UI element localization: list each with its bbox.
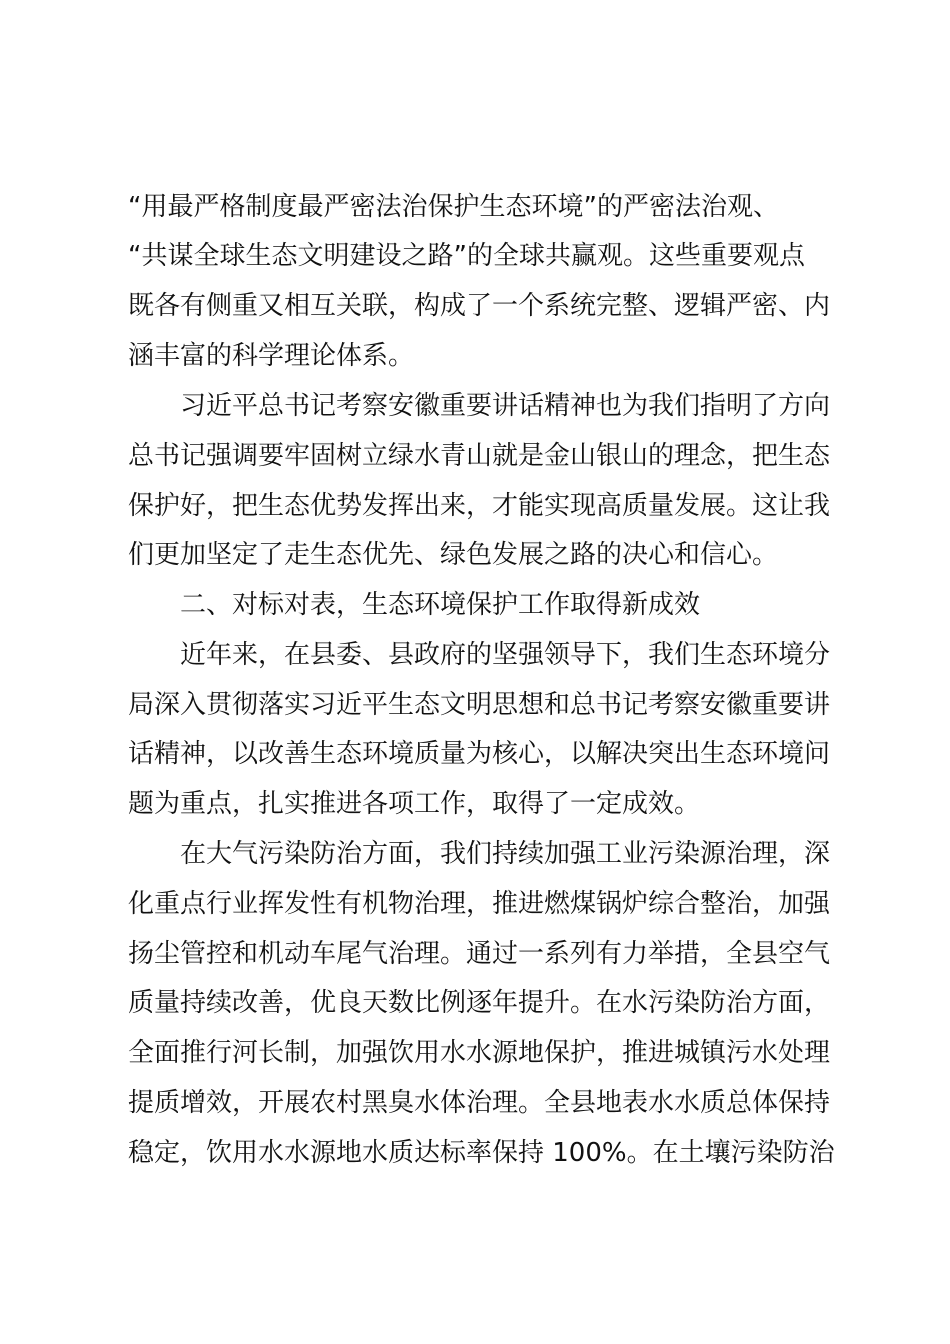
text-line: 们更加坚定了走生态优先、绿色发展之路的决心和信心。 [128, 540, 779, 570]
text-line: 保护好，把生态优势发挥出来，才能实现高质量发展。这让我 [128, 491, 831, 521]
text-line: “用最严格制度最严密法治保护生态环境”的严密法治观、 [128, 192, 779, 222]
section-heading: 二、对标对表，生态环境保护工作取得新成效 [180, 590, 701, 620]
text-line: 稳定，饮用水水源地水质达标率保持 100%。在土壤污染防治 [128, 1138, 835, 1168]
text-line: 总书记强调要牢固树立绿水青山就是金山银山的理念，把生态 [128, 441, 831, 471]
text-line: 质量持续改善，优良天数比例逐年提升。在水污染防治方面， [128, 988, 831, 1018]
text-line: 化重点行业挥发性有机物治理，推进燃煤锅炉综合整治，加强 [128, 889, 831, 919]
text-line: 局深入贯彻落实习近平生态文明思想和总书记考察安徽重要讲 [128, 690, 831, 720]
text-line: 涵丰富的科学理论体系。 [128, 341, 415, 371]
text-line: 提质增效，开展农村黑臭水体治理。全县地表水水质总体保持 [128, 1088, 831, 1118]
text-line: “共谋全球生态文明建设之路”的全球共赢观。这些重要观点 [128, 241, 805, 271]
text-line: 题为重点，扎实推进各项工作，取得了一定成效。 [128, 789, 701, 819]
text-line: 既各有侧重又相互关联，构成了一个系统完整、逻辑严密、内 [128, 291, 831, 321]
text-line: 全面推行河长制，加强饮用水水源地保护，推进城镇污水处理 [128, 1038, 831, 1068]
text-line: 习近平总书记考察安徽重要讲话精神也为我们指明了方向 [180, 391, 831, 421]
text-line: 扬尘管控和机动车尾气治理。通过一系列有力举措，全县空气 [128, 939, 831, 969]
text-line: 近年来，在县委、县政府的坚强领导下，我们生态环境分 [180, 640, 831, 670]
text-line: 话精神，以改善生态环境质量为核心，以解决突出生态环境问 [128, 739, 831, 769]
text-line: 在大气污染防治方面，我们持续加强工业污染源治理，深 [180, 839, 831, 869]
